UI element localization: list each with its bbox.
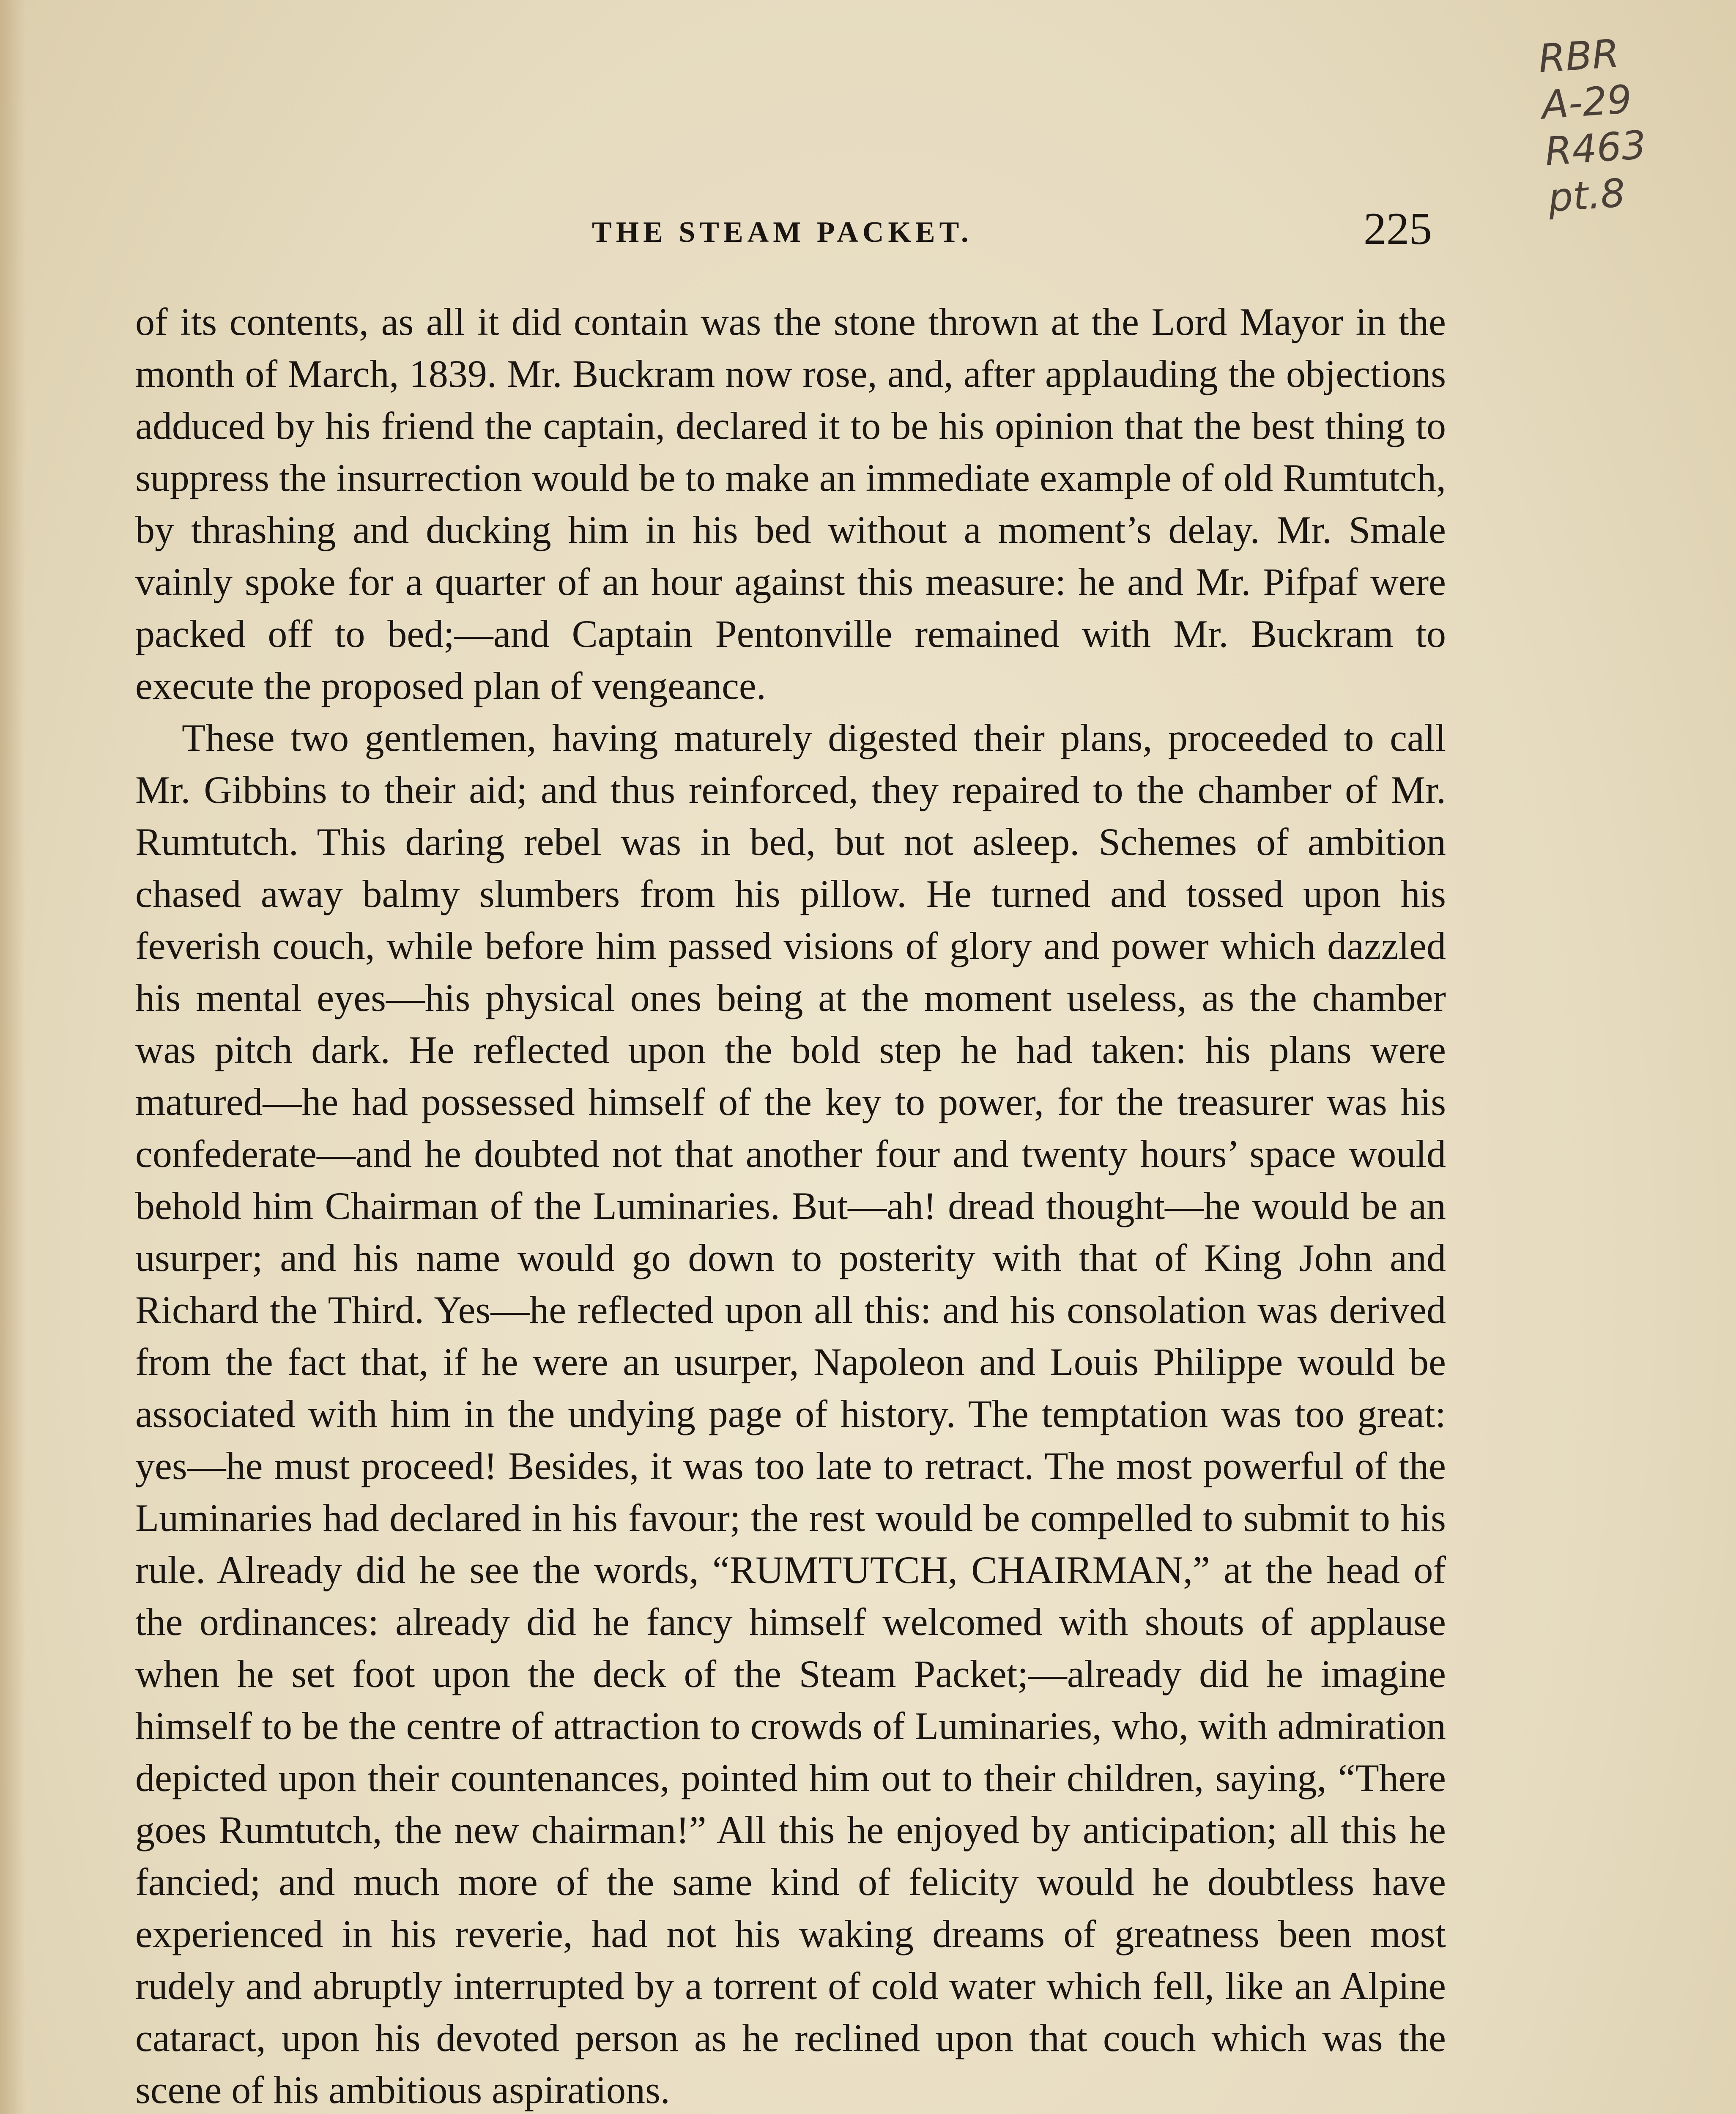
running-head bbox=[135, 199, 1446, 258]
running-title: THE STEAM PACKET. bbox=[592, 216, 973, 249]
paragraph: These two gentlemen, having maturely digested their plans, proceeded to call Mr. Gibbins to their aid; and thus reinforced, they repaired to the chamber of Mr. Rumtutch. This daring rebel was in bed, but not asleep. Schemes of ambition chased away balmy slumbers from his pillow. He turned and tossed upon his feverish couch, while before him passed visions of glory and power which dazzled his mental eyes—his physical ones being at the moment useless, as the chamber was pitch dark. He reflected upon the bold step he had taken: his plans were matured—he had possessed himself of the key to power, for the treasurer was his confederate—and he doubted not that another four and twenty hours’ space would behold him Chairman of the Luminaries. But—ah! dread thought—he would be an usurper; and his name would go down to posterity with that of King John and Richard the Third. Yes—he reflected upon all this: and his consolation was derived from the fact that, if he were an usurper, Napoleon and Louis Philippe would be associated with him in the undying page of history. The temptation was too great: yes—he must proceed! Besides, it was too late to retract. The most powerful of the Luminaries had declared in his favour; the rest would be compelled to submit to his rule. Already did he see the words, “RUMTUTCH, CHAIRMAN,” at the head of the ordinances: already did he fancy himself welcomed with shouts of applause when he set foot upon the deck of the Steam Packet;—already did he imagine himself to be the centre of attraction to crowds of Luminaries, who, with admiration depicted upon their countenances, pointed him out to their children, saying, “There goes Rumtutch, the new chairman!” All this he enjoyed by anticipation; all this he fancied; and much more of the same kind of felicity would he doubtless have experienced in his reverie, had not his waking dreams of greatness been most rudely and abruptly interrupted by a torrent of cold water which fell, like an Alpine cataract, upon his devoted person as he reclined upon that couch which was the scene of his ambitious aspirations. bbox=[135, 716, 1446, 2111]
catalog-note-line: RBR bbox=[1537, 30, 1621, 82]
page-number: 225 bbox=[1364, 204, 1432, 254]
catalog-note-line: A-29 bbox=[1540, 77, 1634, 128]
catalog-note-line: pt.8 bbox=[1547, 170, 1627, 221]
paragraph: of its contents, as all it did contain was the stone thrown at the Lord Mayor in the month of March, 1839. Mr. Buckram now rose, and, after applauding the objections adduced by his friend the captain, declared it to be his opinion that the best thing to suppress the insurrection would be to make an immediate example of old Rumtutch, by thrashing and ducking him in his bed without a moment’s delay. Mr. Smale vainly spoke for a quarter of an hour against this measure: he and Mr. Pifpaf were packed off to bed;—and Captain Pentonville remained with Mr. Buckram to execute the proposed plan of vengeance. bbox=[135, 300, 1446, 707]
page-gutter-shadow bbox=[0, 0, 25, 2114]
catalog-note-line: R463 bbox=[1543, 122, 1648, 175]
handwritten-catalog-note bbox=[1537, 24, 1727, 222]
body-text bbox=[135, 296, 1446, 2114]
